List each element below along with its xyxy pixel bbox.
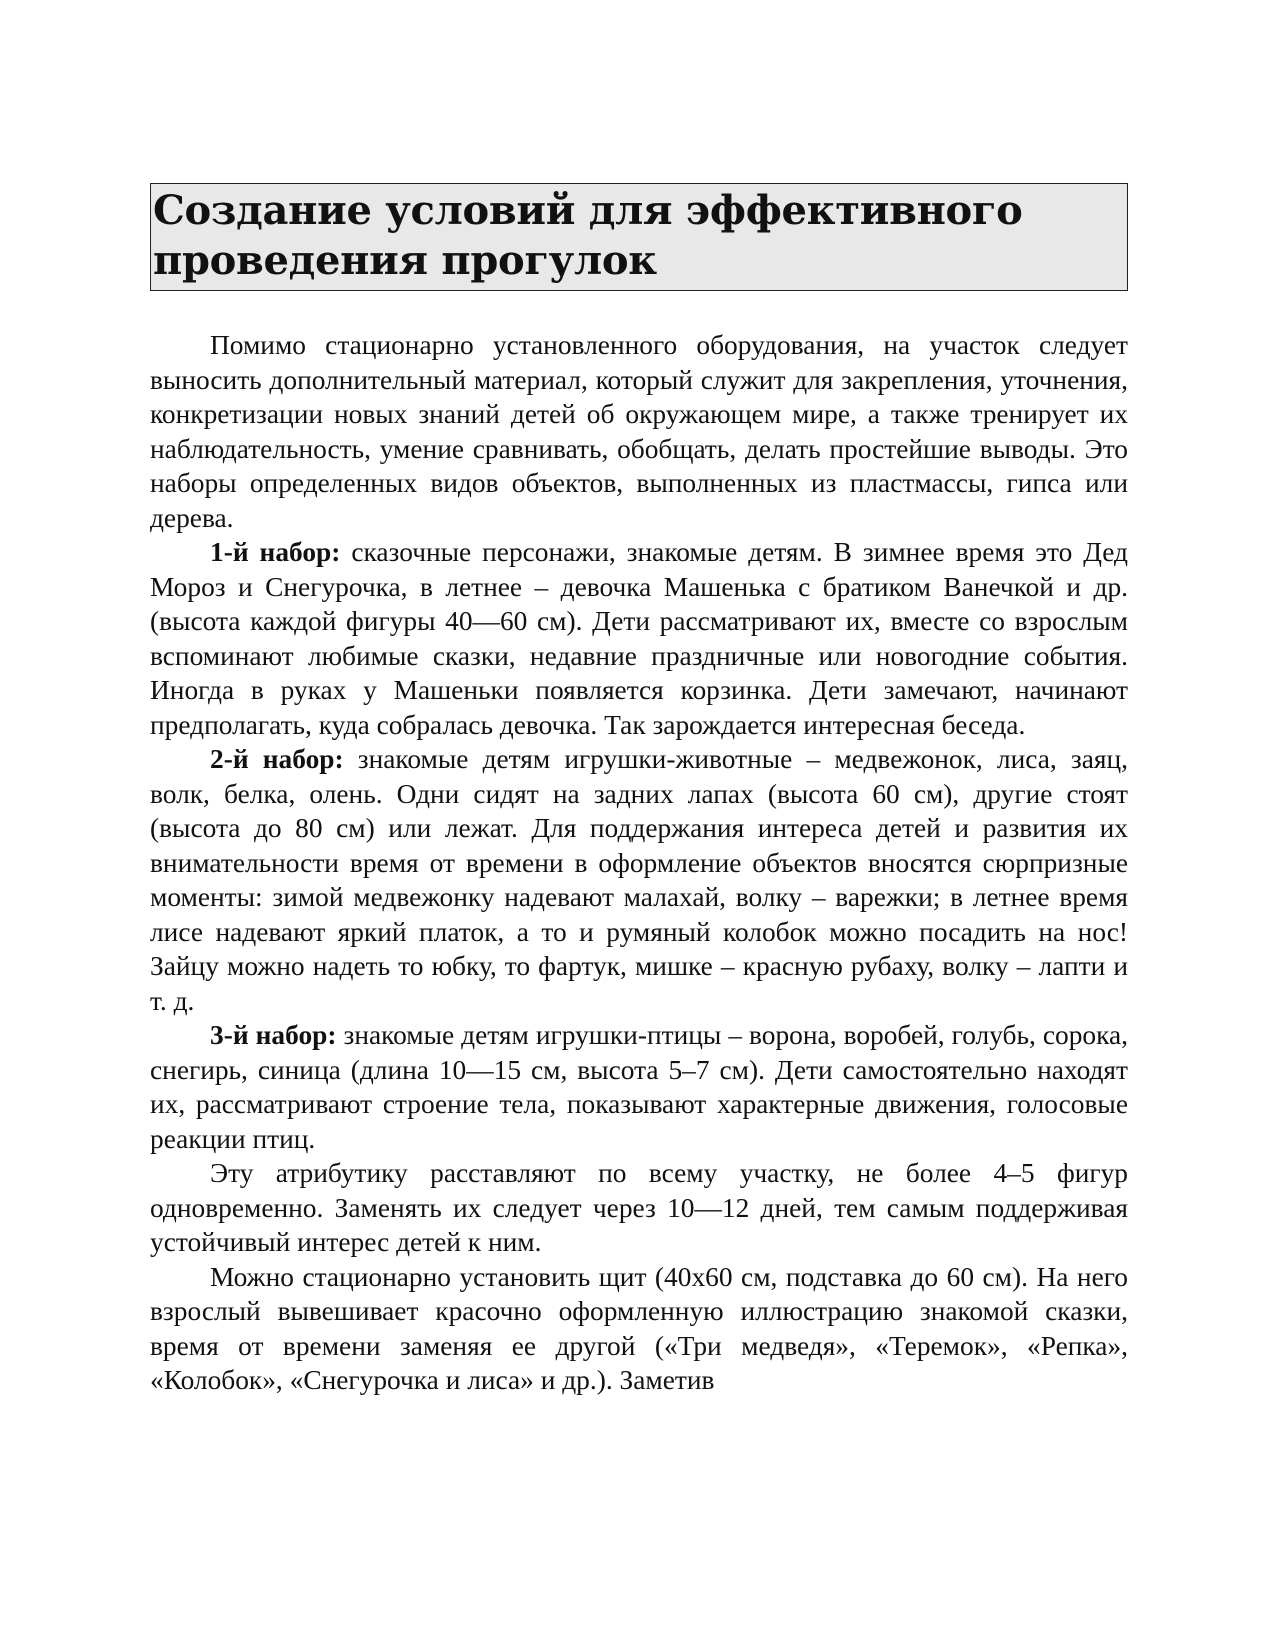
document-page: [150, 183, 1128, 1398]
paragraph-lead: 3-й набор:: [210, 1020, 337, 1050]
paragraph-set-3: [150, 1018, 1128, 1156]
paragraph-set-2: [150, 742, 1128, 1018]
paragraph-lead: 2-й набор:: [210, 744, 344, 774]
title-box: [150, 183, 1128, 291]
paragraph-text: Можно стационарно установить щит (40х60 см, подставка до 60 см). На него взрослый вывешивает красочно оформленную иллюстрацию знакомой сказки, время от времени заменяя ее другой («Три медведя», «Теремок», «Репка», «Колобок», «Снегурочка и лиса» и др.). Заметив: [150, 1261, 1128, 1395]
paragraph-arrangement: [150, 1156, 1128, 1260]
paragraph-text: знакомые детям игрушки-птицы – ворона, воробей, голубь, сорока, снегирь, синица (длина 10—15 см, высота 5–7 см). Дети самостоятельно находят их, рассматривают строение тела, показывают характерные движения, голосовые реакции птиц.: [150, 1020, 1129, 1154]
paragraph-intro: [150, 328, 1128, 535]
paragraph-text: сказочные персонажи, знакомые детям. В зимнее время это Дед Мороз и Снегурочка, в летнее – девочка Машенька с братиком Ванечкой и др. (высота каждой фигуры 40—60 см). Дети рассматривают их, вместе со взрослым вспоминают любимые сказки, недавние праздничные или новогодние события. Иногда в руках у Машеньки появляется корзинка. Дети замечают, начинают предполагать, куда собралась девочка. Так зарождается интересная беседа.: [150, 537, 1128, 740]
page-title: Создание условий для эффективного проведения прогулок: [153, 187, 1023, 284]
paragraph-lead: 1-й набор:: [210, 537, 341, 567]
paragraph-text: Помимо стационарно установленного оборудования, на участок следует выносить дополнительный материал, который служит для закрепления, уточнения, конкретизации новых знаний детей об окружающем мире, а также тренирует их наблюдательность, умение сравнивать, обобщать, делать простейшие выводы. Это наборы определенных видов объектов, выполненных из пластмассы, гипса или дерева.: [150, 330, 1128, 533]
body-text: [150, 328, 1128, 1398]
paragraph-set-1: [150, 535, 1128, 742]
paragraph-text: Эту атрибутику расставляют по всему участку, не более 4–5 фигур одновременно. Заменять их следует через 10—12 дней, тем самым поддерживая устойчивый интерес детей к ним.: [150, 1158, 1128, 1257]
paragraph-board: [150, 1260, 1128, 1398]
paragraph-text: знакомые детям игрушки-животные – медвежонок, лиса, заяц, волк, белка, олень. Одни сидят на задних лапах (высота 60 см), другие стоят (высота до 80 см) или лежат. Для поддержания интереса детей и развития их внимательности время от времени в оформление объектов вносятся сюрпризные моменты: зимой медвежонку надевают малахай, волку – варежки; в летнее время лисе надевают яркий платок, а то и румяный колобок можно посадить на нос! Зайцу можно надеть то юбку, то фартук, мишке – красную рубаху, волку – лапти и т. д.: [150, 744, 1128, 1016]
